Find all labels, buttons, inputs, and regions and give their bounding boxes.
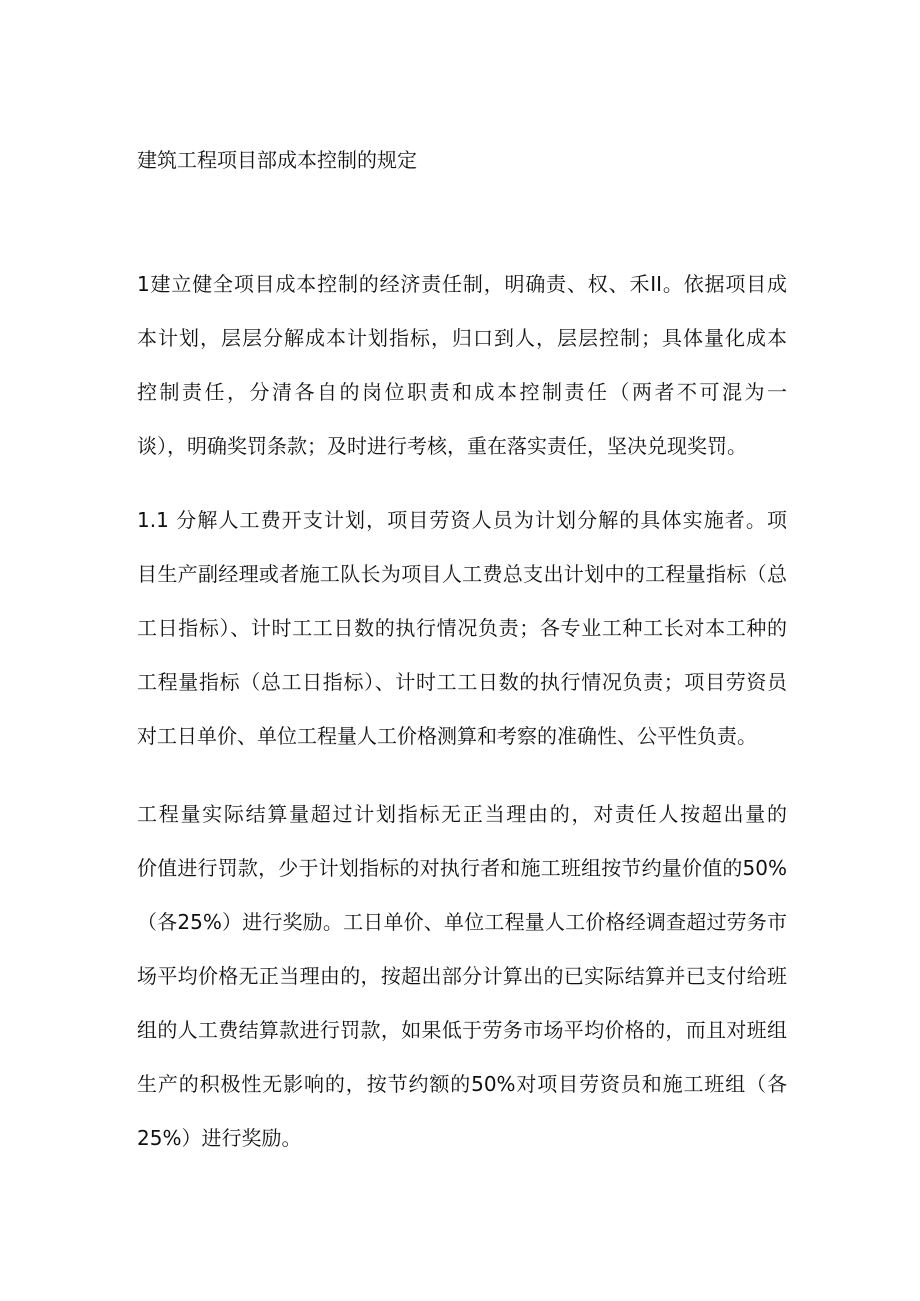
- paragraph-line: 工日指标）、计时工工日数的执行情况负责；各专业工种工长对本工种的: [137, 616, 787, 640]
- paragraph-line: 1建立健全项目成本控制的经济责任制，明确责、权、禾II。依据项目成: [137, 272, 787, 296]
- paragraph-2: [137, 493, 787, 763]
- paragraph-line: （各25%）进行奖励。工日单价、单位工程量人工价格经调查超过劳务市: [137, 910, 787, 934]
- paragraph-line: 1.1 分解人工费开支计划，项目劳资人员为计划分解的具体实施者。项: [137, 508, 787, 532]
- paragraph-line: 谈），明确奖罚条款；及时进行考核，重在落实责任，坚决兑现奖罚。: [137, 434, 747, 458]
- paragraph-line: 控制责任，分清各自的岗位职责和成本控制责任（两者不可混为一: [137, 380, 787, 404]
- paragraph-line: 场平均价格无正当理由的，按超出部分计算出的已实际结算并已支付给班: [137, 964, 787, 988]
- paragraph-3: [137, 787, 787, 1165]
- paragraph-line: 工程量指标（总工日指标）、计时工工日数的执行情况负责；项目劳资员: [137, 670, 787, 694]
- paragraph-line: 组的人工费结算款进行罚款，如果低于劳务市场平均价格的，而且对班组: [137, 1018, 787, 1042]
- paragraph-line: 价值进行罚款，少于计划指标的对执行者和施工班组按节约量价值的50%: [137, 856, 787, 880]
- paragraph-1: [137, 257, 787, 473]
- paragraph-line: 25%）进行奖励。: [137, 1126, 302, 1150]
- document-title: 建筑工程项目部成本控制的规定: [137, 148, 417, 172]
- paragraph-line: 对工日单价、单位工程量人工价格测算和考察的准确性、公平性负责。: [137, 724, 757, 748]
- paragraph-line: 工程量实际结算量超过计划指标无正当理由的，对责任人按超出量的: [137, 802, 787, 826]
- paragraph-line: 目生产副经理或者施工队长为项目人工费总支出计划中的工程量指标（总: [137, 562, 787, 586]
- paragraph-line: 生产的积极性无影响的，按节约额的50%对项目劳资员和施工班组（各: [137, 1072, 787, 1096]
- paragraph-line: 本计划，层层分解成本计划指标，归口到人，层层控制；具体量化成本: [137, 326, 787, 350]
